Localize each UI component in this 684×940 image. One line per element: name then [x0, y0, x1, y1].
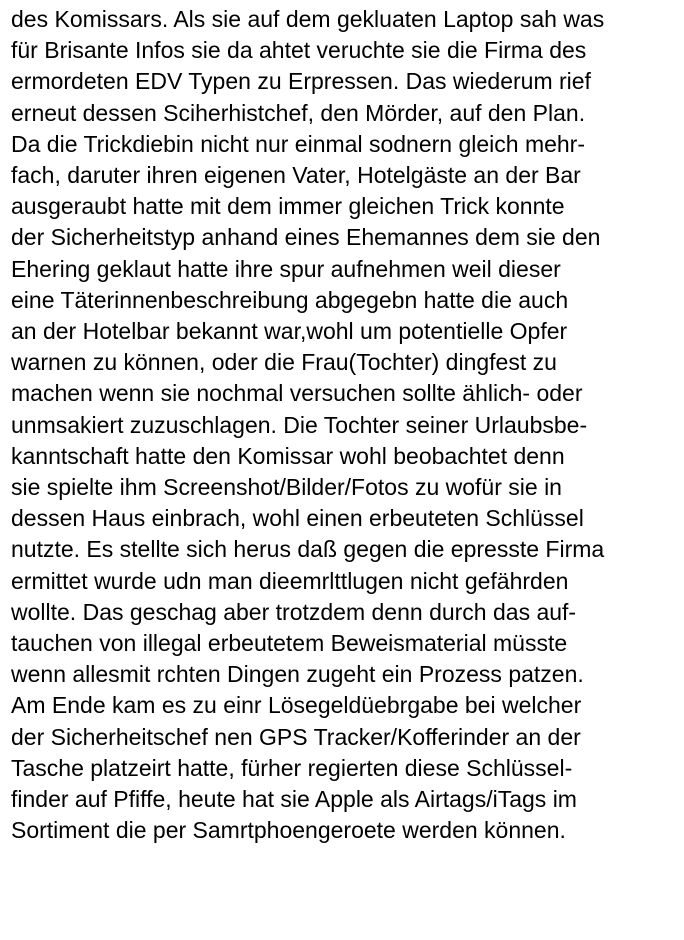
text-line: für Brisante Infos sie da ahtet veruchte sie die Firma des [11, 37, 587, 64]
text-line: Sortiment die per Samrtphoengeroete werden können. [11, 817, 566, 844]
text-line: wenn allesmit rchten Dingen zugeht ein Prozess patzen. [11, 661, 584, 688]
text-line: ausgeraubt hatte mit dem immer gleichen Trick konnte [11, 193, 565, 220]
text-line: ermordeten EDV Typen zu Erpressen. Das wiederum rief [11, 68, 591, 95]
text-line: machen wenn sie nochmal versuchen sollte ählich- oder [11, 380, 583, 407]
text-line: an der Hotelbar bekannt war,wohl um potentielle Opfer [11, 318, 568, 345]
text-line: nutzte. Es stellte sich herus daß gegen die epresste Firma [11, 536, 605, 563]
text-line: Ehering geklaut hatte ihre spur aufnehmen weil dieser [11, 255, 561, 282]
text-line: unmsakiert zuzuschlagen. Die Tochter seiner Urlaubsbe- [11, 411, 588, 438]
body-text [11, 4, 679, 846]
text-line: wollte. Das geschag aber trotzdem denn durch das auf- [11, 598, 577, 625]
text-line: Da die Trickdiebin nicht nur einmal sodnern gleich mehr- [11, 130, 586, 157]
text-line: Tasche platzeirt hatte, fürher regierten diese Schlüssel- [11, 754, 573, 781]
text-line: der Sicherheitschef nen GPS Tracker/Kofferinder an der [11, 723, 581, 750]
text-line: erneut dessen Sciherhistchef, den Mörder, auf den Plan. [11, 99, 586, 126]
text-line: sie spielte ihm Screenshot/Bilder/Fotos zu wofür sie in [11, 474, 562, 501]
text-line: tauchen von illegal erbeutetem Beweismaterial müsste [11, 630, 568, 657]
text-line: warnen zu können, oder die Frau(Tochter) dingfest zu [11, 349, 557, 376]
text-line: eine Täterinnenbeschreibung abgegebn hatte die auch [11, 286, 569, 313]
text-line: kanntschaft hatte den Komissar wohl beobachtet denn [11, 442, 565, 469]
text-line: der Sicherheitstyp anhand eines Ehemannes dem sie den [11, 224, 601, 251]
text-line: fach, daruter ihren eigenen Vater, Hotelgäste an der Bar [11, 162, 581, 189]
text-line: des Komissars. Als sie auf dem gekluaten Laptop sah was [11, 6, 605, 32]
text-line: dessen Haus einbrach, wohl einen erbeuteten Schlüssel [11, 505, 584, 532]
text-line: ermittet wurde udn man dieemrlttlugen nicht gefährden [11, 567, 569, 594]
text-line: finder auf Pfiffe, heute hat sie Apple als Airtags/iTags im [11, 786, 577, 813]
text-line: Am Ende kam es zu einr Lösegeldüebrgabe bei welcher [11, 692, 582, 719]
